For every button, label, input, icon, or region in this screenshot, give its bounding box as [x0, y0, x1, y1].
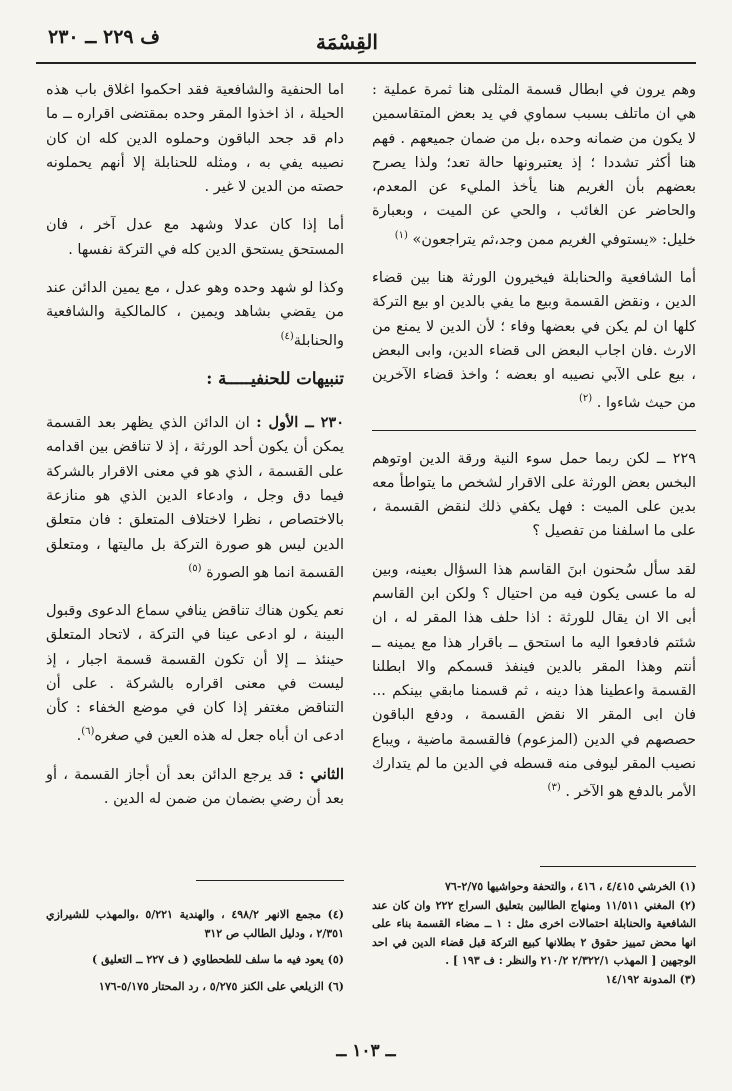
footnote-ref: (٤)	[280, 330, 294, 342]
footnotes-right	[372, 878, 696, 990]
footnote-rule	[196, 880, 344, 881]
paragraph-number-label: ٢٣٠ ــ الأول :	[256, 414, 345, 432]
footnote: (٤) مجمع الانهر ٤٩٨/٢ ، والهندية ٥/٢٢١ ،والمهذب للشيرازي ٢/٣٥١ ، ودليل الطالب ص ٣١٢	[46, 908, 344, 940]
section-separator	[372, 430, 696, 431]
right-column	[372, 78, 696, 805]
page-range-header: ف ٢٢٩ ــ ٢٣٠	[48, 26, 160, 48]
footnote-ref: (٦)	[81, 726, 95, 738]
paragraph: وكذا لو شهد وحده وهو عدل ، مع يمين الدائن عند من يقضي بشاهد ويمين ، كالمالكية والشافعية والحنابلة$^{(٤)}$	[46, 280, 344, 349]
footnote-ref: (١)	[394, 229, 408, 241]
paragraph: لقد سأل سُحنون ابنَ القاسم هذا السؤال بعينه، وبين له ما عسى يكون فيه من احتيال ؟ ولكن ابن القاسم أبى الا ان يقال للورثة : اذا حلف هذا المقر له ، ان شئتم فادفعوا اليه ما استحق ــ باقرار هذا مع يمينه ــ أنتم وهذا المقر بالدين فينفذ قسمكم والا ابطلنا القسمة واعطينا هذا دينه ، ثم قسمنا مابقي بينكم ... فان ابى المقر الا نقض القسمة ، ودفع الباقون حصصهم في الدين (المزعوم) فالقسمة ماضية ، ويباع نصيب المقر ليوفى منه قسطه في الدين ما لم يتدارك الأمر بالدفع هو الآخر . $^{(٣)}$	[372, 561, 696, 801]
paragraph: أما الشافعية والحنابلة فيخيرون الورثة هنا بين قضاء الدين ، ونقض القسمة وبيع ما يفي بالدين او بيع التركة كلها ان لم يكن في بعضها وفاء ؛ لأن الدين لا يمنع من الارث .فان اجاب البعض الى قضاء الدين، وابى البعض ، بيع على الآبي نصيبه او بعضه ؛ واخذ قضاء الآخرين من حيث شاءوا . $^{(٢)}$	[372, 269, 696, 412]
paragraph: وهم يرون في ابطال قسمة المثلى هنا ثمرة عملية : هي ان ماتلف بسبب سماوي في يد بعض المتقاسمين لا يكون من ضمانه وحده ،بل من ضمان جميعهم . فهم هنا أكثر تشددا ؛ إذ يعتبرونها حالة تعد؛ ولذا يصرح بعضهم بأن الغريم هنا يأخذ المليء عن المعدم، والحاضر عن الغائب ، والحي عن الميت ، وبعبارة خليل: «يستوفي الغريم ممن وجد،ثم يتراجعون» $^{(١)}$	[372, 82, 696, 248]
footnote: (٣) المدونة ١٤/١٩٢	[605, 972, 696, 986]
footnote: (٥) يعود فيه ما سلف للطحطاوي ( ف ٢٢٧ ــ التعليق )	[92, 953, 344, 967]
footnote: (٢) المغني ١١/٥١١ ومنهاج الطالبين بتعليق السراج ٢٢٢ وان كان عند الشافعية والحنابلة احتمالات اخرى مثل : ١ ــ مضاء القسمة بناء على انها محض تمييز حقوق ٢ بطلانها كبيع التركة قبل قضاء الدين في احد الوجهين [ المهذب ٢/٣٢٢/١ ٢١٠/٢ والنظر : ف ١٩٣ ] .	[372, 898, 696, 968]
footnote: (٦) الزيلعي على الكنز ٥/٢٧٥ ، رد المحتار ٥/١٧٥-١٧٦	[98, 979, 344, 993]
section-heading: تنبيهات للحنفيـــــة :	[206, 368, 344, 388]
header-rule	[36, 62, 696, 64]
footnote-rule	[540, 866, 696, 867]
paragraph: نعم يكون هناك تناقض ينافي سماع الدعوى وقبول البينة ، لو ادعى عينا في التركة ، لاتحاد المتعلق حينئذ ــ إلا أن تكون القسمة قسمة اجبار ، إذ ليست في معنى اقراره بالشركة . على أن التناقض مغتفر إذا كان في موضع الخفاء : كأن ادعى ان أباه جعل له هذه العين في صغره$^{(٦)}$.	[46, 603, 344, 745]
footnote: (١) الخرشي ٤/٤١٥ ، ٤١٦ ، والتحفة وحواشيها ٢/٧٥-٧٦	[444, 880, 696, 893]
running-title-logo: القِسْمَة	[316, 30, 378, 54]
footnotes-left	[46, 906, 344, 1004]
paragraph: الثاني : قد يرجع الدائن بعد أن أجاز القسمة ، أو بعد أن رضي بضمان من ضمن له الدين .	[46, 765, 345, 807]
footnote-ref: (٥)	[188, 562, 202, 574]
paragraph: ٢٣٠ ــ الأول : ان الدائن الذي يظهر بعد القسمة يمكن أن يكون أحد الورثة ، إذ لا تناقض بين اقدامه على القسمة ، الذي هو في معنى الاقرار بالشركة فيما دق وجل ، وادعاء الدين الذي هو منازعة بالاختصاص ، نظرا لاختلاف المتعلق : فان متعلق الدين ليس هو صورة التركة بل ماليتها ، ومتعلق القسمة انما هو الصورة $^{(٥)}$	[46, 414, 345, 581]
left-column	[46, 78, 344, 811]
paragraph: أما إذا كان عدلا وشهد مع عدل آخر ، فان المستحق يستحق الدين كله في التركة نفسها .	[46, 217, 344, 258]
footnote-ref: (٢)	[578, 393, 593, 405]
paragraph: اما الحنفية والشافعية فقد احكموا اغلاق باب هذه الحيلة ، اذ اخذوا المقر وحده بمقتضى اقراره ــ ما دام قد جحد الباقون وحملوه الدين كله ان كان نصيبه يفي به ، ومثله للحنابلة إلا أنهم يحملونه حصته من الدين لا غير .	[46, 82, 344, 196]
paragraph: ٢٢٩ ــ لكن ربما حمل سوء النية ورقة الدين اوتوهم البخس بعض الورثة على الاقرار لشخص ما يتواطأ معه بدين على الميت : فهل يكفي ذلك لنقض القسمة ، على ما اسلفنا من تفصيل ؟	[372, 450, 696, 540]
paragraph-label: الثاني :	[298, 765, 345, 783]
page-number: ــ ١٠٣ ــ	[336, 1041, 396, 1061]
footnote-ref: (٣)	[547, 782, 561, 794]
